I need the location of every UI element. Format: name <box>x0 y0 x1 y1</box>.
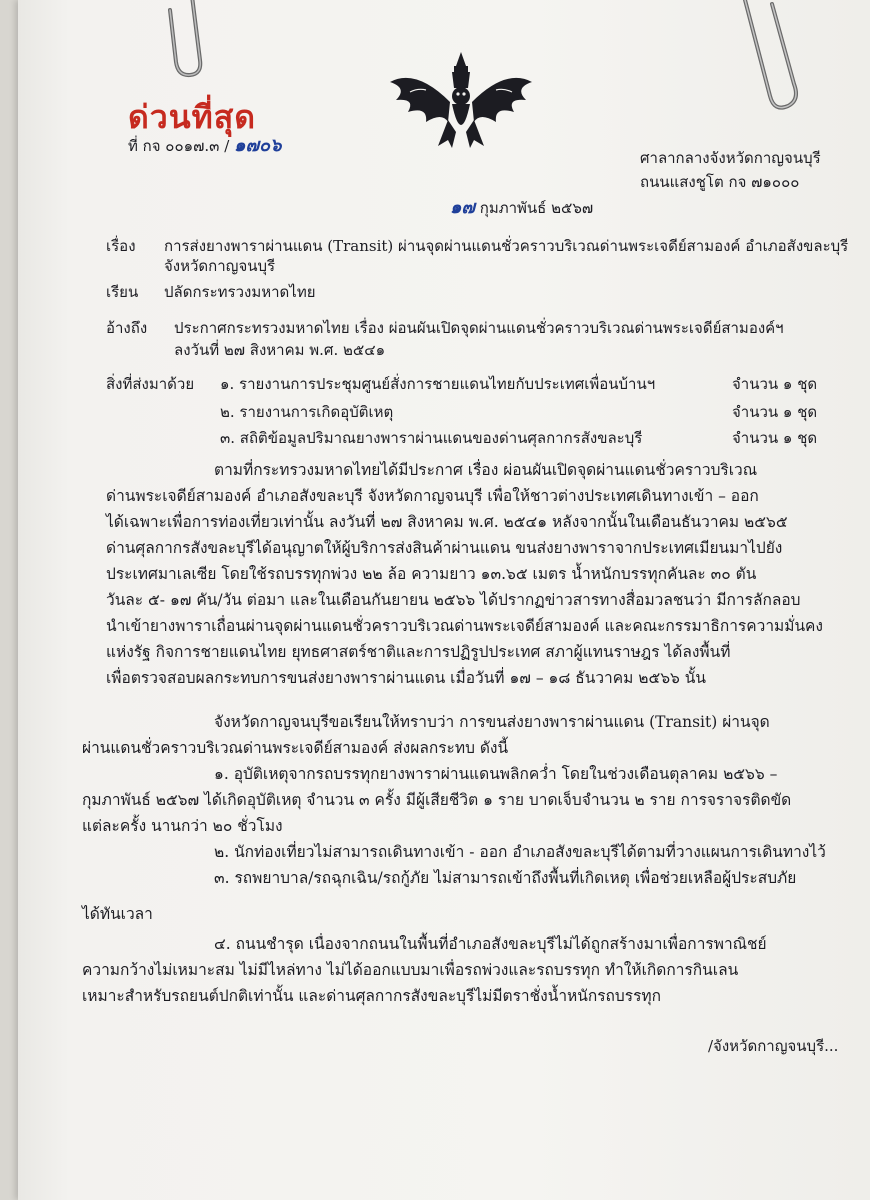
body-line: กุมภาพันธ์ ๒๕๖๗ ได้เกิดอุบัติเหตุ จำนวน ๓ ครั้ง มีผู้เสียชีวิต ๑ ราย บาดเจ็บจำนวน ๒ ราย การจราจรติดขัด <box>82 791 792 809</box>
reference-label: อ้างถึง <box>106 319 148 337</box>
attachment-item: ๒. รายงานการเกิดอุบัติเหตุ <box>220 403 394 421</box>
body-line: ๒. นักท่องเที่ยวไม่สามารถเดินทางเข้า - ออก อำเภอสังขละบุรีได้ตามที่วางแผนการเดินทางไว้ <box>214 843 826 861</box>
paper-clip-right-icon <box>734 0 804 116</box>
body-line: ๔. ถนนชำรุด เนื่องจากถนนในพื้นที่อำเภอสังขละบุรีไม่ได้ถูกสร้างมาเพื่อการพาณิชย์ <box>214 935 767 953</box>
recipient-label: เรียน <box>106 283 139 301</box>
attachment-qty: จำนวน ๑ ชุด <box>732 375 818 393</box>
sender-address-line2: ถนนแสงชูโต กจ ๗๑๐๐๐ <box>640 173 800 191</box>
date-rest: กุมภาพันธ์ ๒๕๖๗ <box>479 199 594 217</box>
body-line: จังหวัดกาญจนบุรีขอเรียนให้ทราบว่า การขนส่งยางพาราผ่านแดน (Transit) ผ่านจุด <box>214 713 770 731</box>
body-line: แห่งรัฐ กิจการชายแดนไทย ยุทธศาสตร์ชาติและการปฏิรูปประเทศ สภาผู้แทนราษฎร ได้ลงพื้นที่ <box>106 643 731 661</box>
body-line: นำเข้ายางพาราเถื่อนผ่านจุดผ่านแดนชั่วคราวบริเวณด่านพระเจดีย์สามองค์ และคณะกรรมาธิการความมั่นคง <box>106 617 823 635</box>
subject-line1: การส่งยางพาราผ่านแดน (Transit) ผ่านจุดผ่านแดนชั่วคราวบริเวณด่านพระเจดีย์สามองค์ อำเภอสังขละบุรี <box>164 237 849 255</box>
body-line: วันละ ๕- ๑๗ คัน/วัน ต่อมา และในเดือนกันยายน ๒๕๖๖ ได้ปรากฏข่าวสารทางสื่อมวลชนว่า มีการลักลอบ <box>106 591 801 609</box>
garuda-emblem-icon <box>386 48 536 152</box>
attachments-label: สิ่งที่ส่งมาด้วย <box>106 375 195 393</box>
body-line: ประเทศมาเลเซีย โดยใช้รถบรรทุกพ่วง ๒๒ ล้อ ความยาว ๑๓.๖๕ เมตร น้ำหนักบรรทุกคันละ ๓๐ ตัน <box>106 565 757 583</box>
reference-number <box>128 130 281 159</box>
body-line: ด่านศุลกากรสังขละบุรีได้อนุญาตให้ผู้บริการส่งสินค้าผ่านแดน ขนส่งยางพาราจากประเทศเมียนมาไปยัง <box>106 539 783 557</box>
reference-line2: ลงวันที่ ๒๗ สิงหาคม พ.ศ. ๒๕๔๑ <box>174 341 386 359</box>
body-line: เหมาะสำหรับรถยนต์ปกติเท่านั้น และด่านศุลกากรสังขละบุรีไม่มีตราชั่งน้ำหนักรถบรรทุก <box>82 987 662 1005</box>
body-line: ด่านพระเจดีย์สามองค์ อำเภอสังขละบุรี จังหวัดกาญจนบุรี เพื่อให้ชาวต่างประเทศเดินทางเข้า – ออก <box>106 487 759 505</box>
date-handwritten: ๑๗ <box>450 197 475 218</box>
continuation-note: /จังหวัดกาญจนบุรี... <box>708 1037 839 1055</box>
body-line: ๓. รถพยาบาล/รถฉุกเฉิน/รถกู้ภัย ไม่สามารถเข้าถึงพื้นที่เกิดเหตุ เพื่อช่วยเหลือผู้ประสบภัย <box>214 869 797 887</box>
subject-line2: จังหวัดกาญจนบุรี <box>164 257 276 275</box>
reference-prefix: ที่ กจ ๐๐๑๗.๓ / <box>128 137 230 155</box>
body-line: เพื่อตรวจสอบผลกระทบการขนส่งยางพาราผ่านแดน เมื่อวันที่ ๑๗ – ๑๘ ธันวาคม ๒๕๖๖ นั้น <box>106 669 706 687</box>
body-line: ได้เฉพาะเพื่อการท่องเที่ยวเท่านั้น ลงวันที่ ๒๗ สิงหาคม พ.ศ. ๒๕๔๑ หลังจากนั้นในเดือนธันวาคม ๒๕๖๕ <box>106 513 788 531</box>
body-line: ผ่านแดนชั่วคราวบริเวณด่านพระเจดีย์สามองค์ ส่งผลกระทบ ดังนี้ <box>82 739 509 757</box>
body-line: ได้ทันเวลา <box>82 905 153 923</box>
attachment-qty: จำนวน ๑ ชุด <box>732 429 818 447</box>
body-line: ๑. อุบัติเหตุจากรถบรรทุกยางพาราผ่านแดนพลิกคว่ำ โดยในช่วงเดือนตุลาคม ๒๕๖๖ – <box>214 765 778 783</box>
attachment-qty: จำนวน ๑ ชุด <box>732 403 818 421</box>
attachment-item: ๓. สถิติข้อมูลปริมาณยางพาราผ่านแดนของด่านศุลกากรสังขละบุรี <box>220 429 643 447</box>
document-date <box>450 198 593 218</box>
body-line: แต่ละครั้ง นานกว่า ๒๐ ชั่วโมง <box>82 817 283 835</box>
recipient-text: ปลัดกระทรวงมหาดไทย <box>164 283 316 301</box>
sender-address-line1: ศาลากลางจังหวัดกาญจนบุรี <box>640 149 821 167</box>
attachment-item: ๑. รายงานการประชุมศูนย์สั่งการชายแดนไทยกับประเทศเพื่อนบ้านฯ <box>220 375 656 393</box>
paper-clip-left-icon <box>152 0 212 78</box>
reference-line1: ประกาศกระทรวงมหาดไทย เรื่อง ผ่อนผันเปิดจุดผ่านแดนชั่วคราวบริเวณด่านพระเจดีย์สามองค์ฯ <box>174 319 784 337</box>
urgency-label: ด่วนที่สุด <box>128 98 257 136</box>
subject-label: เรื่อง <box>106 237 136 255</box>
body-line: ความกว้างไม่เหมาะสม ไม่มีไหล่ทาง ไม่ได้ออกแบบมาเพื่อรถพ่วงและรถบรรทุก ทำให้เกิดการกินเลน <box>82 961 739 979</box>
reference-handwritten: ๑๗๐๖ <box>234 135 282 156</box>
body-line: ตามที่กระทรวงมหาดไทยได้มีประกาศ เรื่อง ผ่อนผันเปิดจุดผ่านแดนชั่วคราวบริเวณ <box>214 461 758 479</box>
document-page <box>18 0 870 1200</box>
